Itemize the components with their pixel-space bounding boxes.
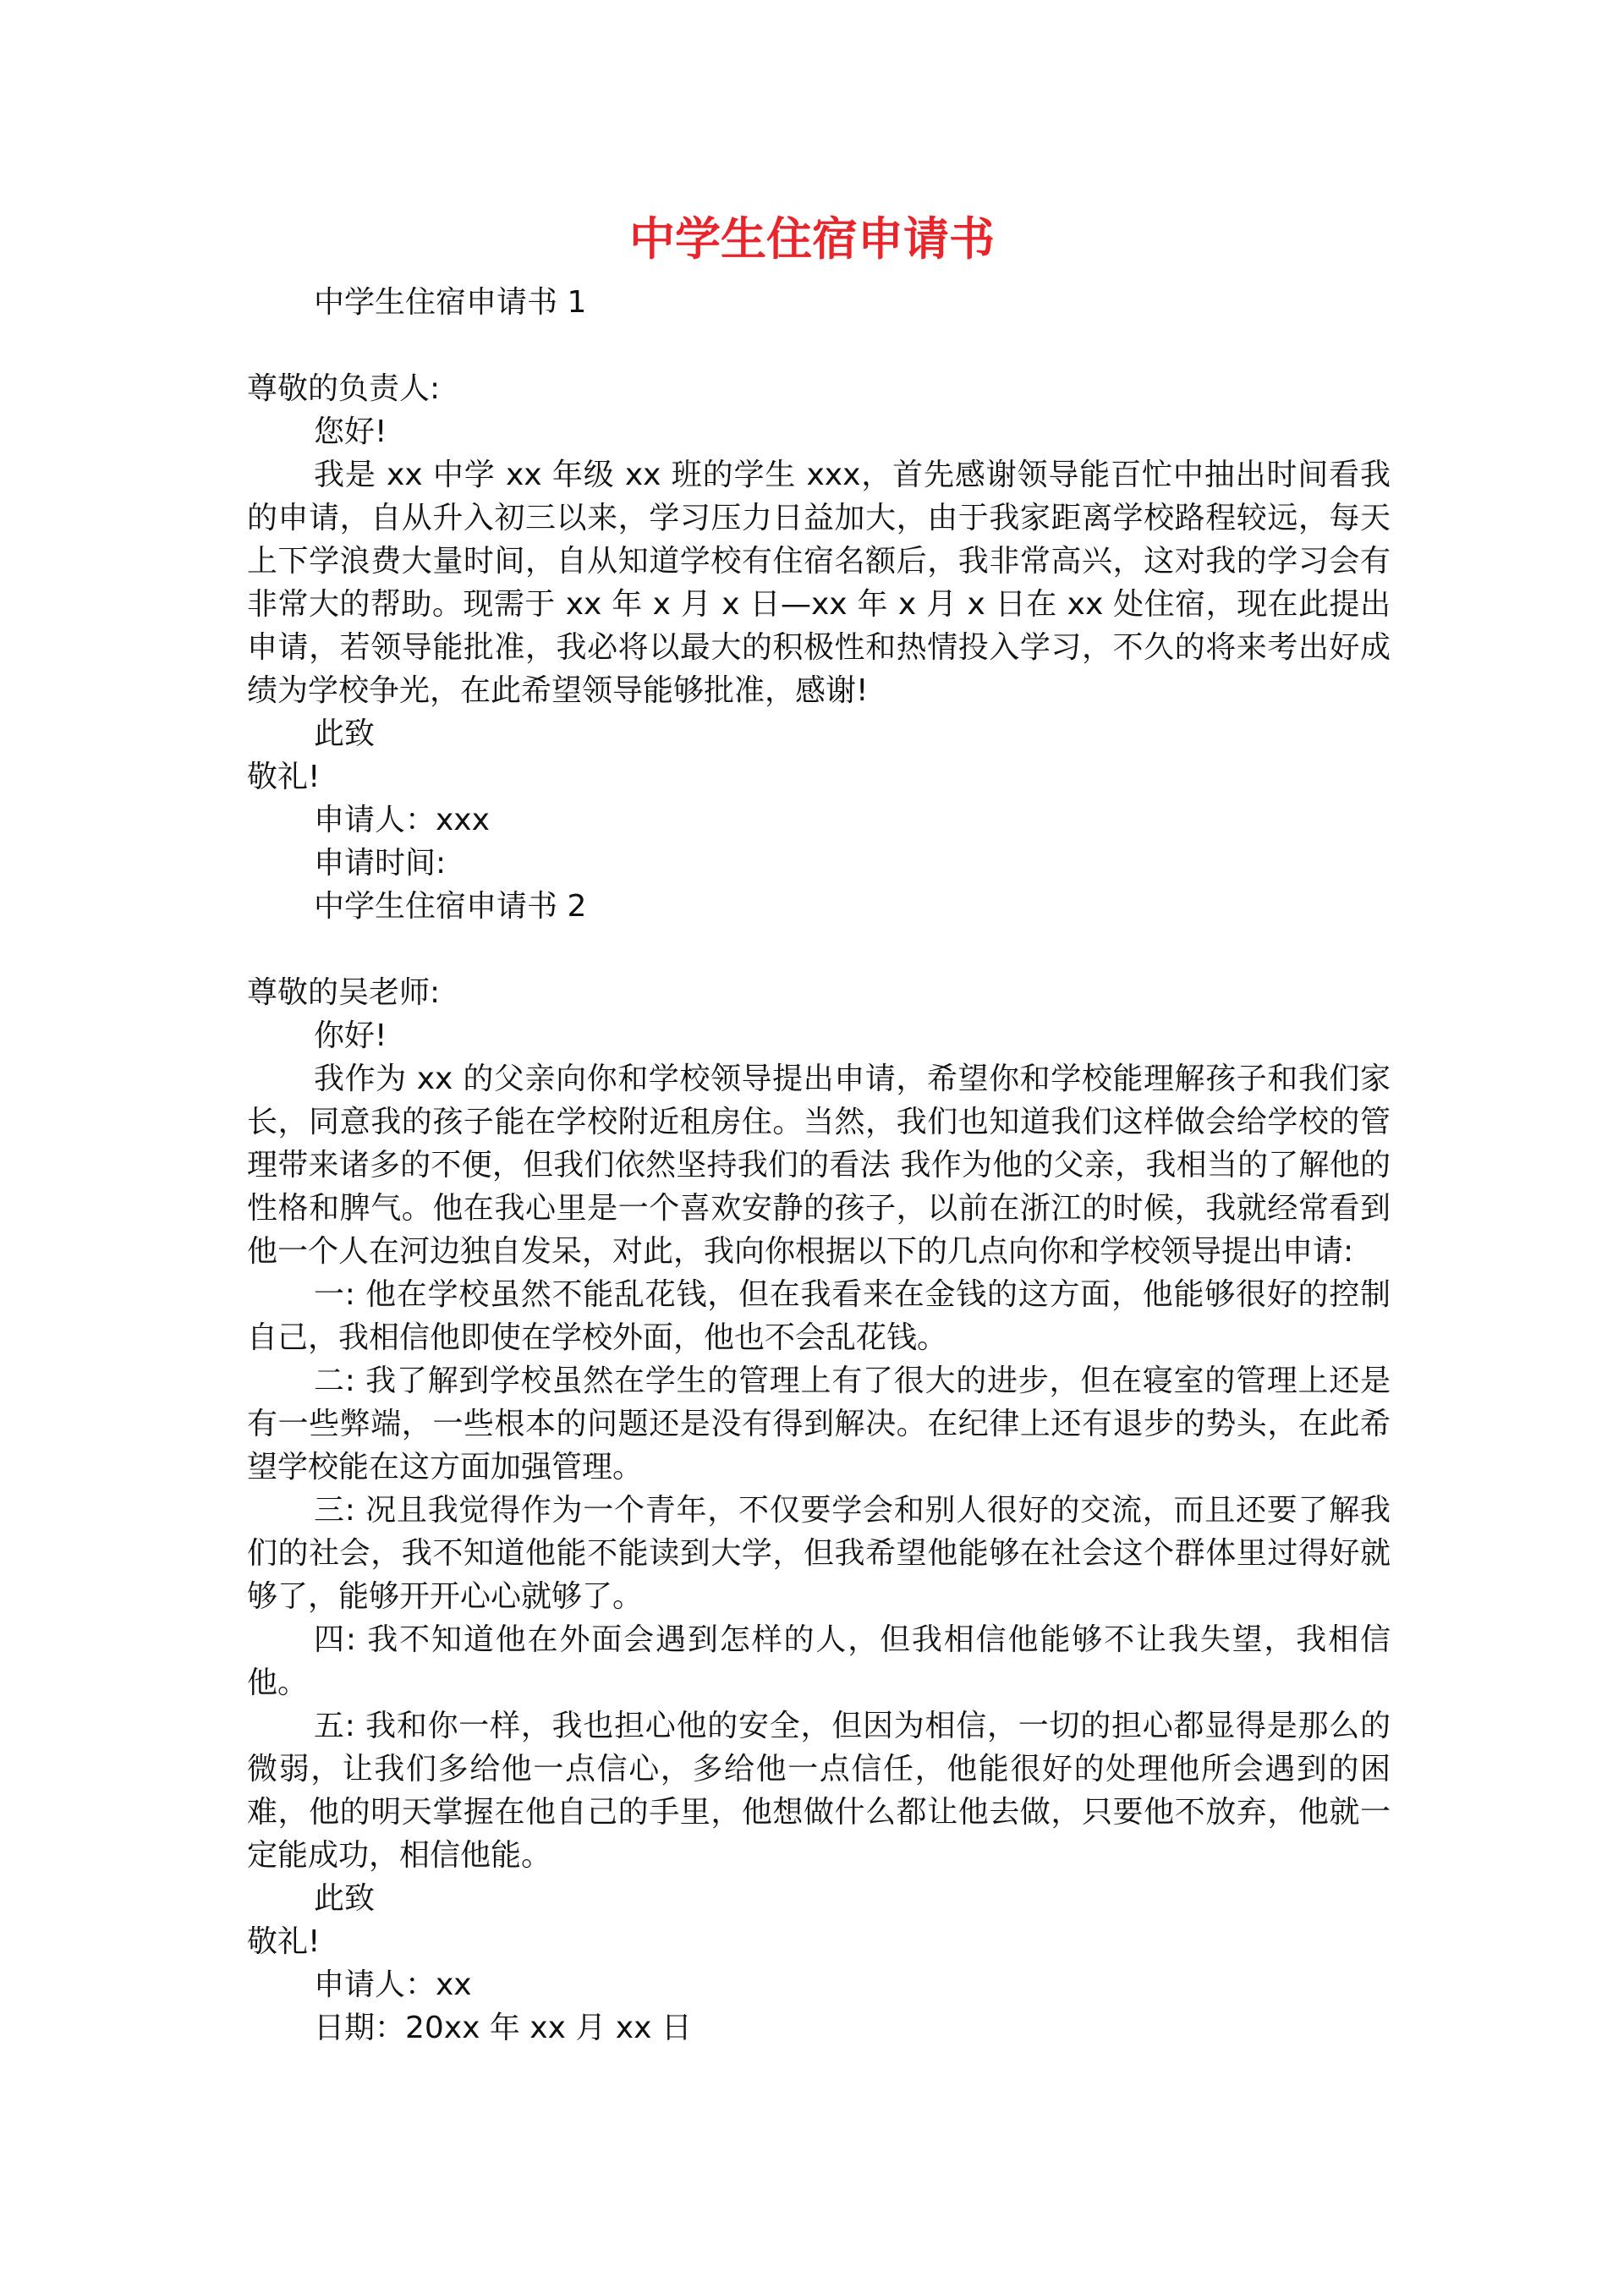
letter2-applicant: 申请人：xx (314, 1967, 472, 2002)
letter1-greeting: 您好! (314, 414, 387, 449)
letter1-closing-1: 此致 (314, 716, 376, 751)
blank-line (247, 324, 1391, 367)
letter2-closing-2: 敬礼! (247, 1924, 321, 1959)
letter2-body: 我作为 xx 的父亲向你和学校领导提出申请，希望你和学校能理解孩子和我们家长，同意我的孩子能在学校附近租房住。当然，我们也知道我们这样做会给学校的管理带来诸多的不便，但我们依然坚持我们的看法 我作为他的父亲，我相当的了解他的性格和脾气。他在我心里是一个喜欢安静的孩子，以前在浙江的时候，我就经常看到他一个人在河边独自发呆，对此，我向你根据以下的几点向你和学校领导提出申请: (247, 1062, 1391, 1269)
letter1-closing-2: 敬礼! (247, 760, 321, 794)
letter2-greeting: 你好! (314, 1018, 387, 1053)
letter2-salutation: 尊敬的吴老师: (247, 975, 441, 1010)
letter1-salutation: 尊敬的负责人: (247, 371, 441, 406)
letter2-point-4: 四: 我不知道他在外面会遇到怎样的人，但我相信他能够不让我失望，我相信他。 (247, 1622, 1391, 1700)
letter2-closing-1: 此致 (314, 1881, 376, 1916)
document-body (247, 281, 1391, 2050)
letter1-date: 申请时间: (314, 846, 447, 881)
letter1-body: 我是 xx 中学 xx 年级 xx 班的学生 xxx，首先感谢领导能百忙中抽出时间看我的申请，自从升入初三以来，学习压力日益加大，由于我家距离学校路程较远，每天上下学浪费大量时间，自从知道学校有住宿名额后，我非常高兴，这对我的学习会有非常大的帮助。现需于 xx 年 x 月 x 日—xx 年 x 月 x 日在 xx 处住宿，现在此提出申请，若领导能批准，我必将以最大的积极性和热情投入学习，不久的将来考出好成绩为学校争光，在此希望领导能够批准，感谢! (247, 458, 1391, 708)
letter1-applicant: 申请人：xxx (314, 803, 490, 837)
letter1-heading: 中学生住宿申请书 1 (314, 285, 587, 320)
letter2-point-3: 三: 况且我觉得作为一个青年，不仅要学会和别人很好的交流，而且还要了解我们的社会，我不知道他能不能读到大学，但我希望他能够在社会这个群体里过得好就够了，能够开开心心就够了。 (247, 1493, 1391, 1614)
letter2-point-5: 五: 我和你一样，我也担心他的安全，但因为相信，一切的担心都显得是那么的微弱，让我们多给他一点信心，多给他一点信任，他能很好的处理他所会遇到的困难，他的明天掌握在他自己的手里，他想做什么都让他去做，只要他不放弃，他就一定能成功，相信他能。 (247, 1709, 1391, 1873)
letter2-date: 日期：20xx 年 xx 月 xx 日 (314, 2011, 692, 2045)
letter2-heading: 中学生住宿申请书 2 (314, 889, 587, 924)
letter2-point-2: 二: 我了解到学校虽然在学生的管理上有了很大的进步，但在寝室的管理上还是有一些弊端，一些根本的问题还是没有得到解决。在纪律上还有退步的势头，在此希望学校能在这方面加强管理。 (247, 1364, 1391, 1485)
blank-line (247, 928, 1391, 971)
letter2-point-1: 一: 他在学校虽然不能乱花钱，但在我看来在金钱的这方面，他能够很好的控制自己，我相信他即使在学校外面，他也不会乱花钱。 (247, 1277, 1391, 1355)
document-title: 中学生住宿申请书 (629, 212, 995, 266)
